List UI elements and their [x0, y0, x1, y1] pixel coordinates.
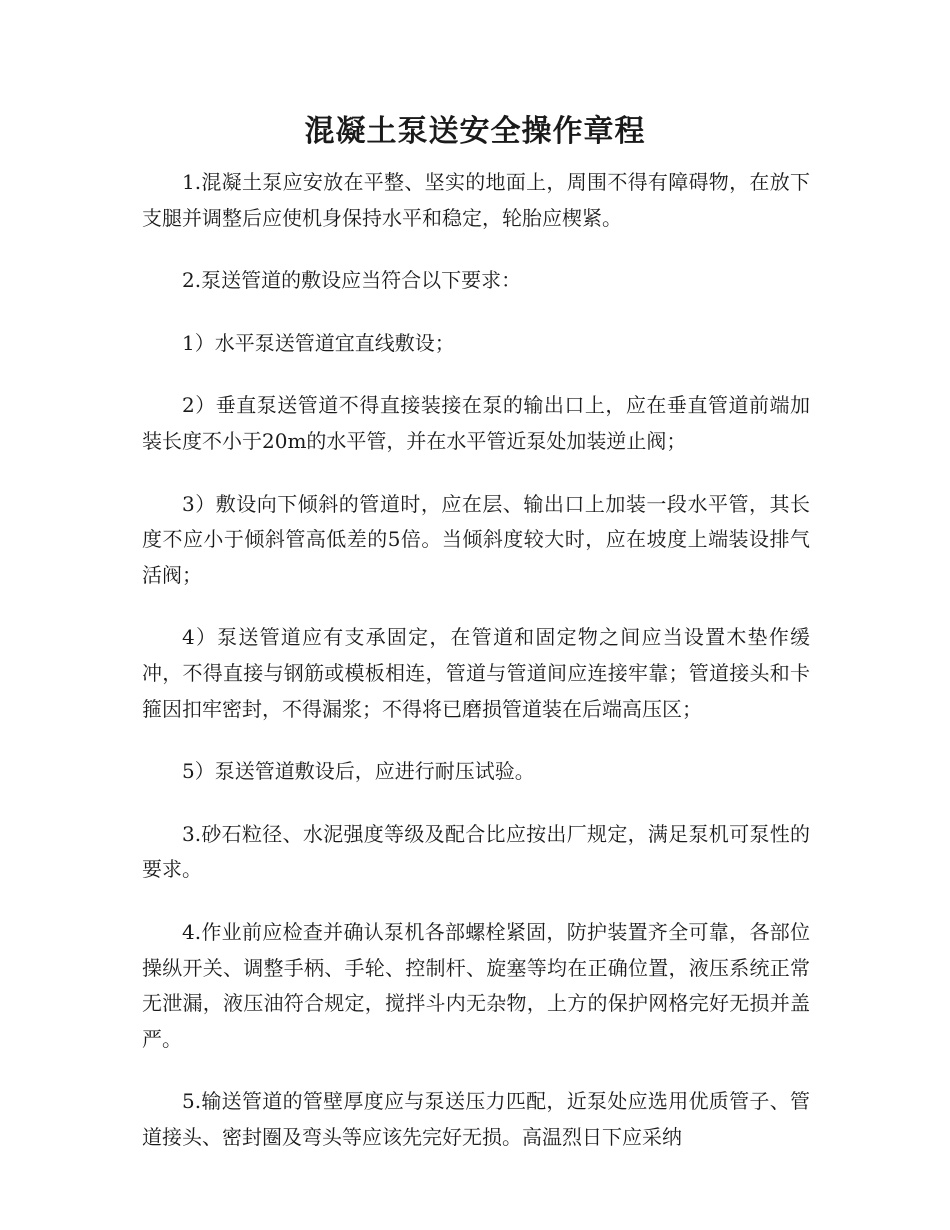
paragraph-3: 1）水平泵送管道宜直线敷设； [182, 330, 455, 355]
document-body [142, 165, 810, 1182]
paragraph-8: 3.砂石粒径、水泥强度等级及配合比应按出厂规定，满足泵机可泵性的要求。 [142, 821, 810, 882]
paragraph-1: 1.混凝土泵应安放在平整、坚实的地面上，周围不得有障碍物，在放下支腿并调整后应使机身保持水平和稳定，轮胎应楔紧。 [142, 170, 810, 230]
document-title: 混凝土泵送安全操作章程 [304, 114, 646, 149]
paragraph-2: 2.泵送管道的敷设应当符合以下要求： [182, 268, 522, 293]
paragraph-6: 4）泵送管道应有支承固定，在管道和固定物之间应当设置木垫作缓冲，不得直接与钢筋或模板相连，管道与管道间应连接牢靠；管道接头和卡箍因扣牢密封，不得漏浆；不得将已磨损管道装在后端高压区； [142, 625, 810, 721]
paragraph-10: 5.输送管道的管壁厚度应与泵送压力匹配，近泵处应选用优质管子、管道接头、密封圈及弯头等应该先完好无损。高温烈日下应采纳 [142, 1089, 810, 1149]
paragraph-5: 3）敷设向下倾斜的管道时，应在层、输出口上加装一段水平管，其长度不应小于倾斜管高低差的5倍。当倾斜度较大时，应在坡度上端装设排气活阀； [142, 491, 810, 587]
paragraph-7: 5）泵送管道敷设后，应进行耐压试验。 [182, 759, 535, 784]
paragraph-4: 2）垂直泵送管道不得直接装接在泵的输出口上，应在垂直管道前端加装长度不小于20m的水平管，并在水平管近泵处加装逆止阀； [142, 393, 810, 453]
paragraph-9: 4.作业前应检查并确认泵机各部螺栓紧固，防护装置齐全可靠，各部位操纵开关、调整手柄、手轮、控制杆、旋塞等均在正确位置，液压系统正常无泄漏，液压油符合规定，搅拌斗内无杂物，上方的保护网格完好无损并盖严。 [142, 919, 810, 1051]
